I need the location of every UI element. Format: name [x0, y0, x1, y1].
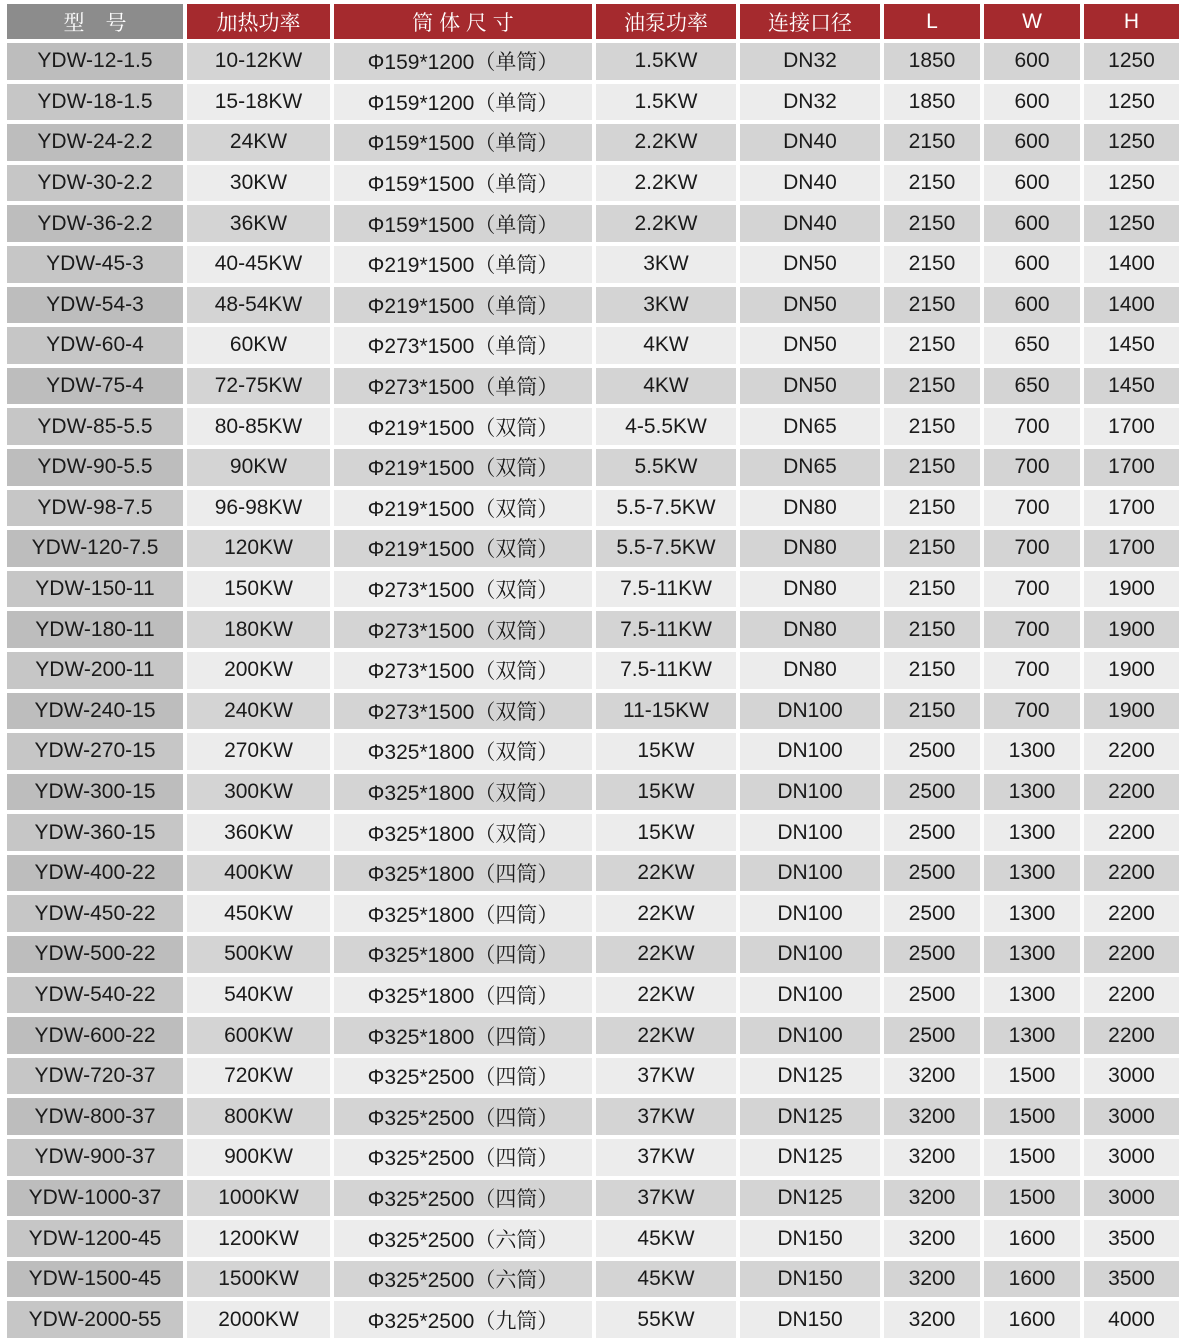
cell-height: 2200 [1084, 936, 1179, 973]
cell-height: 1450 [1084, 368, 1179, 405]
table-row [7, 1220, 1179, 1257]
cell-connection-diameter: DN80 [740, 652, 880, 689]
cell-cylinder-size: Φ325*2500（四筒） [334, 1139, 592, 1176]
cell-width: 650 [984, 327, 1080, 364]
cell-pump-power: 7.5-11KW [596, 652, 736, 689]
cell-width: 600 [984, 287, 1080, 324]
cell-height: 3000 [1084, 1098, 1179, 1135]
cell-width: 600 [984, 124, 1080, 161]
cell-heating-power: 720KW [187, 1058, 330, 1095]
cell-pump-power: 55KW [596, 1301, 736, 1338]
cell-model: YDW-1000-37 [7, 1180, 183, 1217]
cell-width: 700 [984, 652, 1080, 689]
cell-connection-diameter: DN125 [740, 1058, 880, 1095]
cell-width: 600 [984, 205, 1080, 242]
cell-height: 1700 [1084, 449, 1179, 486]
cell-heating-power: 600KW [187, 1017, 330, 1054]
header-connection-diameter: 连接口径 [740, 4, 880, 39]
cell-cylinder-size: Φ325*2500（四筒） [334, 1180, 592, 1217]
cell-pump-power: 37KW [596, 1058, 736, 1095]
cell-heating-power: 180KW [187, 611, 330, 648]
cell-connection-diameter: DN100 [740, 855, 880, 892]
table-row [7, 408, 1179, 445]
cell-model: YDW-450-22 [7, 895, 183, 932]
table-row [7, 43, 1179, 80]
cell-length: 2150 [884, 205, 980, 242]
cell-cylinder-size: Φ219*1500（双筒） [334, 530, 592, 567]
cell-length: 2500 [884, 1017, 980, 1054]
cell-length: 2150 [884, 368, 980, 405]
cell-connection-diameter: DN100 [740, 1017, 880, 1054]
cell-width: 700 [984, 490, 1080, 527]
cell-pump-power: 1.5KW [596, 43, 736, 80]
cell-connection-diameter: DN100 [740, 977, 880, 1014]
cell-connection-diameter: DN125 [740, 1180, 880, 1217]
cell-connection-diameter: DN50 [740, 368, 880, 405]
cell-height: 3000 [1084, 1058, 1179, 1095]
cell-heating-power: 270KW [187, 733, 330, 770]
table-row [7, 733, 1179, 770]
spec-table [3, 0, 1183, 1342]
cell-heating-power: 96-98KW [187, 490, 330, 527]
cell-pump-power: 3KW [596, 246, 736, 283]
table-row [7, 611, 1179, 648]
cell-length: 2500 [884, 814, 980, 851]
cell-model: YDW-2000-55 [7, 1301, 183, 1338]
table-row [7, 936, 1179, 973]
cell-cylinder-size: Φ273*1500（双筒） [334, 611, 592, 648]
cell-width: 1300 [984, 1017, 1080, 1054]
cell-height: 1250 [1084, 165, 1179, 202]
cell-length: 2500 [884, 733, 980, 770]
cell-connection-diameter: DN150 [740, 1220, 880, 1257]
cell-heating-power: 300KW [187, 774, 330, 811]
cell-pump-power: 5.5-7.5KW [596, 490, 736, 527]
cell-height: 1900 [1084, 693, 1179, 730]
cell-pump-power: 15KW [596, 733, 736, 770]
cell-connection-diameter: DN100 [740, 936, 880, 973]
cell-width: 1500 [984, 1098, 1080, 1135]
cell-length: 2150 [884, 449, 980, 486]
cell-heating-power: 240KW [187, 693, 330, 730]
table-row [7, 246, 1179, 283]
cell-cylinder-size: Φ325*2500（六筒） [334, 1220, 592, 1257]
cell-connection-diameter: DN32 [740, 43, 880, 80]
cell-pump-power: 37KW [596, 1098, 736, 1135]
cell-cylinder-size: Φ325*2500（六筒） [334, 1261, 592, 1298]
cell-heating-power: 540KW [187, 977, 330, 1014]
cell-connection-diameter: DN40 [740, 205, 880, 242]
cell-cylinder-size: Φ159*1500（单筒） [334, 205, 592, 242]
cell-cylinder-size: Φ159*1200（单筒） [334, 43, 592, 80]
cell-height: 3000 [1084, 1139, 1179, 1176]
table-body [7, 43, 1179, 1338]
header-cylinder-size: 筒 体 尺 寸 [334, 4, 592, 39]
cell-pump-power: 22KW [596, 855, 736, 892]
cell-connection-diameter: DN40 [740, 124, 880, 161]
cell-connection-diameter: DN80 [740, 611, 880, 648]
cell-connection-diameter: DN150 [740, 1301, 880, 1338]
cell-length: 1850 [884, 84, 980, 121]
cell-cylinder-size: Φ325*1800（双筒） [334, 733, 592, 770]
cell-heating-power: 24KW [187, 124, 330, 161]
cell-heating-power: 360KW [187, 814, 330, 851]
cell-height: 2200 [1084, 814, 1179, 851]
cell-pump-power: 15KW [596, 814, 736, 851]
header-length: L [884, 4, 980, 39]
cell-height: 3000 [1084, 1180, 1179, 1217]
cell-cylinder-size: Φ273*1500（单筒） [334, 368, 592, 405]
cell-width: 700 [984, 611, 1080, 648]
cell-connection-diameter: DN100 [740, 895, 880, 932]
cell-width: 600 [984, 165, 1080, 202]
cell-pump-power: 1.5KW [596, 84, 736, 121]
cell-heating-power: 120KW [187, 530, 330, 567]
cell-model: YDW-120-7.5 [7, 530, 183, 567]
cell-width: 1300 [984, 814, 1080, 851]
cell-height: 1900 [1084, 571, 1179, 608]
table-row [7, 1098, 1179, 1135]
cell-model: YDW-240-15 [7, 693, 183, 730]
header-pump-power: 油泵功率 [596, 4, 736, 39]
cell-length: 3200 [884, 1058, 980, 1095]
cell-model: YDW-85-5.5 [7, 408, 183, 445]
cell-pump-power: 22KW [596, 895, 736, 932]
cell-length: 2150 [884, 571, 980, 608]
cell-heating-power: 72-75KW [187, 368, 330, 405]
cell-width: 650 [984, 368, 1080, 405]
cell-length: 2500 [884, 774, 980, 811]
cell-connection-diameter: DN100 [740, 693, 880, 730]
cell-width: 1300 [984, 936, 1080, 973]
cell-height: 1250 [1084, 124, 1179, 161]
cell-pump-power: 4KW [596, 327, 736, 364]
table-row [7, 84, 1179, 121]
cell-model: YDW-36-2.2 [7, 205, 183, 242]
header-heating-power: 加热功率 [187, 4, 330, 39]
cell-pump-power: 5.5KW [596, 449, 736, 486]
cell-length: 2500 [884, 895, 980, 932]
cell-model: YDW-900-37 [7, 1139, 183, 1176]
cell-model: YDW-270-15 [7, 733, 183, 770]
table-row [7, 490, 1179, 527]
cell-model: YDW-180-11 [7, 611, 183, 648]
cell-model: YDW-600-22 [7, 1017, 183, 1054]
cell-height: 2200 [1084, 855, 1179, 892]
cell-model: YDW-98-7.5 [7, 490, 183, 527]
cell-model: YDW-800-37 [7, 1098, 183, 1135]
cell-pump-power: 4KW [596, 368, 736, 405]
table-row [7, 124, 1179, 161]
cell-pump-power: 22KW [596, 977, 736, 1014]
table-row [7, 814, 1179, 851]
cell-height: 1250 [1084, 43, 1179, 80]
cell-model: YDW-12-1.5 [7, 43, 183, 80]
cell-connection-diameter: DN125 [740, 1139, 880, 1176]
cell-cylinder-size: Φ159*1200（单筒） [334, 84, 592, 121]
cell-heating-power: 150KW [187, 571, 330, 608]
cell-width: 700 [984, 571, 1080, 608]
cell-pump-power: 7.5-11KW [596, 571, 736, 608]
cell-connection-diameter: DN100 [740, 814, 880, 851]
cell-model: YDW-540-22 [7, 977, 183, 1014]
cell-heating-power: 10-12KW [187, 43, 330, 80]
cell-model: YDW-1500-45 [7, 1261, 183, 1298]
table-row [7, 652, 1179, 689]
cell-model: YDW-150-11 [7, 571, 183, 608]
cell-model: YDW-200-11 [7, 652, 183, 689]
cell-width: 700 [984, 530, 1080, 567]
table-row [7, 855, 1179, 892]
cell-cylinder-size: Φ219*1500（双筒） [334, 449, 592, 486]
cell-cylinder-size: Φ219*1500（双筒） [334, 490, 592, 527]
cell-length: 2500 [884, 977, 980, 1014]
cell-width: 1600 [984, 1301, 1080, 1338]
cell-model: YDW-75-4 [7, 368, 183, 405]
cell-model: YDW-1200-45 [7, 1220, 183, 1257]
cell-width: 1300 [984, 977, 1080, 1014]
cell-width: 700 [984, 449, 1080, 486]
table-row [7, 205, 1179, 242]
cell-model: YDW-400-22 [7, 855, 183, 892]
cell-length: 2150 [884, 652, 980, 689]
cell-width: 1500 [984, 1180, 1080, 1217]
cell-cylinder-size: Φ219*1500（单筒） [334, 246, 592, 283]
cell-height: 4000 [1084, 1301, 1179, 1338]
cell-length: 3200 [884, 1301, 980, 1338]
cell-connection-diameter: DN50 [740, 287, 880, 324]
cell-length: 2150 [884, 611, 980, 648]
cell-cylinder-size: Φ273*1500（单筒） [334, 327, 592, 364]
cell-connection-diameter: DN50 [740, 327, 880, 364]
cell-width: 1500 [984, 1058, 1080, 1095]
cell-width: 700 [984, 693, 1080, 730]
cell-width: 1300 [984, 855, 1080, 892]
cell-length: 3200 [884, 1098, 980, 1135]
cell-cylinder-size: Φ159*1500（单筒） [334, 165, 592, 202]
table-row [7, 1139, 1179, 1176]
cell-model: YDW-54-3 [7, 287, 183, 324]
cell-cylinder-size: Φ325*2500（四筒） [334, 1058, 592, 1095]
cell-length: 3200 [884, 1220, 980, 1257]
table-row [7, 327, 1179, 364]
cell-height: 1250 [1084, 84, 1179, 121]
cell-width: 1600 [984, 1261, 1080, 1298]
cell-model: YDW-500-22 [7, 936, 183, 973]
cell-cylinder-size: Φ325*2500（四筒） [334, 1098, 592, 1135]
cell-model: YDW-30-2.2 [7, 165, 183, 202]
cell-cylinder-size: Φ273*1500（双筒） [334, 652, 592, 689]
cell-connection-diameter: DN50 [740, 246, 880, 283]
cell-cylinder-size: Φ273*1500（双筒） [334, 693, 592, 730]
table-row [7, 1017, 1179, 1054]
cell-model: YDW-45-3 [7, 246, 183, 283]
cell-heating-power: 48-54KW [187, 287, 330, 324]
cell-connection-diameter: DN80 [740, 490, 880, 527]
cell-height: 2200 [1084, 733, 1179, 770]
cell-height: 3500 [1084, 1220, 1179, 1257]
cell-pump-power: 11-15KW [596, 693, 736, 730]
table-row [7, 1180, 1179, 1217]
header-row [7, 4, 1179, 39]
cell-length: 2500 [884, 936, 980, 973]
cell-heating-power: 2000KW [187, 1301, 330, 1338]
cell-pump-power: 5.5-7.5KW [596, 530, 736, 567]
cell-model: YDW-24-2.2 [7, 124, 183, 161]
table-row [7, 530, 1179, 567]
cell-cylinder-size: Φ325*1800（四筒） [334, 1017, 592, 1054]
table-row [7, 1301, 1179, 1338]
cell-heating-power: 15-18KW [187, 84, 330, 121]
cell-cylinder-size: Φ159*1500（单筒） [334, 124, 592, 161]
cell-pump-power: 45KW [596, 1220, 736, 1257]
cell-heating-power: 900KW [187, 1139, 330, 1176]
cell-length: 2150 [884, 693, 980, 730]
cell-cylinder-size: Φ325*1800（四筒） [334, 936, 592, 973]
cell-height: 1900 [1084, 611, 1179, 648]
cell-pump-power: 22KW [596, 936, 736, 973]
cell-cylinder-size: Φ325*2500（九筒） [334, 1301, 592, 1338]
header-model: 型 号 [7, 4, 183, 39]
cell-model: YDW-720-37 [7, 1058, 183, 1095]
cell-heating-power: 400KW [187, 855, 330, 892]
cell-heating-power: 1000KW [187, 1180, 330, 1217]
cell-model: YDW-360-15 [7, 814, 183, 851]
cell-height: 2200 [1084, 1017, 1179, 1054]
cell-length: 2150 [884, 408, 980, 445]
cell-heating-power: 800KW [187, 1098, 330, 1135]
cell-length: 2500 [884, 855, 980, 892]
cell-height: 2200 [1084, 774, 1179, 811]
table-row [7, 165, 1179, 202]
cell-height: 1400 [1084, 287, 1179, 324]
cell-length: 3200 [884, 1261, 980, 1298]
cell-cylinder-size: Φ273*1500（双筒） [334, 571, 592, 608]
cell-connection-diameter: DN100 [740, 733, 880, 770]
cell-model: YDW-60-4 [7, 327, 183, 364]
table-row [7, 1261, 1179, 1298]
cell-model: YDW-300-15 [7, 774, 183, 811]
cell-heating-power: 500KW [187, 936, 330, 973]
table-row [7, 1058, 1179, 1095]
header-width: W [984, 4, 1080, 39]
cell-cylinder-size: Φ325*1800（四筒） [334, 895, 592, 932]
cell-width: 700 [984, 408, 1080, 445]
cell-cylinder-size: Φ219*1500（双筒） [334, 408, 592, 445]
cell-heating-power: 1200KW [187, 1220, 330, 1257]
cell-cylinder-size: Φ325*1800（四筒） [334, 977, 592, 1014]
cell-length: 1850 [884, 43, 980, 80]
cell-length: 3200 [884, 1139, 980, 1176]
cell-heating-power: 90KW [187, 449, 330, 486]
header-height: H [1084, 4, 1179, 39]
cell-length: 3200 [884, 1180, 980, 1217]
cell-cylinder-size: Φ219*1500（单筒） [334, 287, 592, 324]
table-row [7, 368, 1179, 405]
cell-heating-power: 80-85KW [187, 408, 330, 445]
cell-connection-diameter: DN80 [740, 530, 880, 567]
table-row [7, 774, 1179, 811]
cell-heating-power: 60KW [187, 327, 330, 364]
cell-width: 1600 [984, 1220, 1080, 1257]
cell-width: 1500 [984, 1139, 1080, 1176]
cell-width: 1300 [984, 895, 1080, 932]
cell-heating-power: 1500KW [187, 1261, 330, 1298]
cell-length: 2150 [884, 327, 980, 364]
table-row [7, 895, 1179, 932]
cell-height: 1700 [1084, 530, 1179, 567]
cell-heating-power: 30KW [187, 165, 330, 202]
cell-pump-power: 7.5-11KW [596, 611, 736, 648]
cell-length: 2150 [884, 530, 980, 567]
cell-heating-power: 450KW [187, 895, 330, 932]
cell-connection-diameter: DN80 [740, 571, 880, 608]
cell-connection-diameter: DN100 [740, 774, 880, 811]
cell-connection-diameter: DN40 [740, 165, 880, 202]
cell-heating-power: 36KW [187, 205, 330, 242]
cell-height: 2200 [1084, 895, 1179, 932]
cell-width: 1300 [984, 733, 1080, 770]
cell-model: YDW-18-1.5 [7, 84, 183, 121]
cell-connection-diameter: DN125 [740, 1098, 880, 1135]
cell-connection-diameter: DN32 [740, 84, 880, 121]
cell-heating-power: 40-45KW [187, 246, 330, 283]
cell-width: 600 [984, 84, 1080, 121]
cell-connection-diameter: DN150 [740, 1261, 880, 1298]
cell-pump-power: 2.2KW [596, 165, 736, 202]
cell-height: 3500 [1084, 1261, 1179, 1298]
table-row [7, 977, 1179, 1014]
cell-pump-power: 3KW [596, 287, 736, 324]
cell-pump-power: 37KW [596, 1139, 736, 1176]
cell-length: 2150 [884, 246, 980, 283]
cell-width: 1300 [984, 774, 1080, 811]
cell-pump-power: 4-5.5KW [596, 408, 736, 445]
cell-pump-power: 45KW [596, 1261, 736, 1298]
cell-height: 2200 [1084, 977, 1179, 1014]
cell-length: 2150 [884, 490, 980, 527]
cell-pump-power: 2.2KW [596, 124, 736, 161]
table-row [7, 449, 1179, 486]
cell-height: 1400 [1084, 246, 1179, 283]
table-row [7, 571, 1179, 608]
cell-width: 600 [984, 246, 1080, 283]
cell-length: 2150 [884, 165, 980, 202]
cell-connection-diameter: DN65 [740, 449, 880, 486]
table-row [7, 287, 1179, 324]
cell-pump-power: 22KW [596, 1017, 736, 1054]
cell-cylinder-size: Φ325*1800（双筒） [334, 814, 592, 851]
cell-pump-power: 15KW [596, 774, 736, 811]
cell-model: YDW-90-5.5 [7, 449, 183, 486]
cell-width: 600 [984, 43, 1080, 80]
cell-height: 1450 [1084, 327, 1179, 364]
cell-length: 2150 [884, 124, 980, 161]
cell-height: 1900 [1084, 652, 1179, 689]
cell-height: 1700 [1084, 490, 1179, 527]
cell-height: 1250 [1084, 205, 1179, 242]
cell-connection-diameter: DN65 [740, 408, 880, 445]
cell-length: 2150 [884, 287, 980, 324]
cell-cylinder-size: Φ325*1800（双筒） [334, 774, 592, 811]
cell-cylinder-size: Φ325*1800（四筒） [334, 855, 592, 892]
table-row [7, 693, 1179, 730]
cell-pump-power: 37KW [596, 1180, 736, 1217]
cell-pump-power: 2.2KW [596, 205, 736, 242]
cell-heating-power: 200KW [187, 652, 330, 689]
cell-height: 1700 [1084, 408, 1179, 445]
